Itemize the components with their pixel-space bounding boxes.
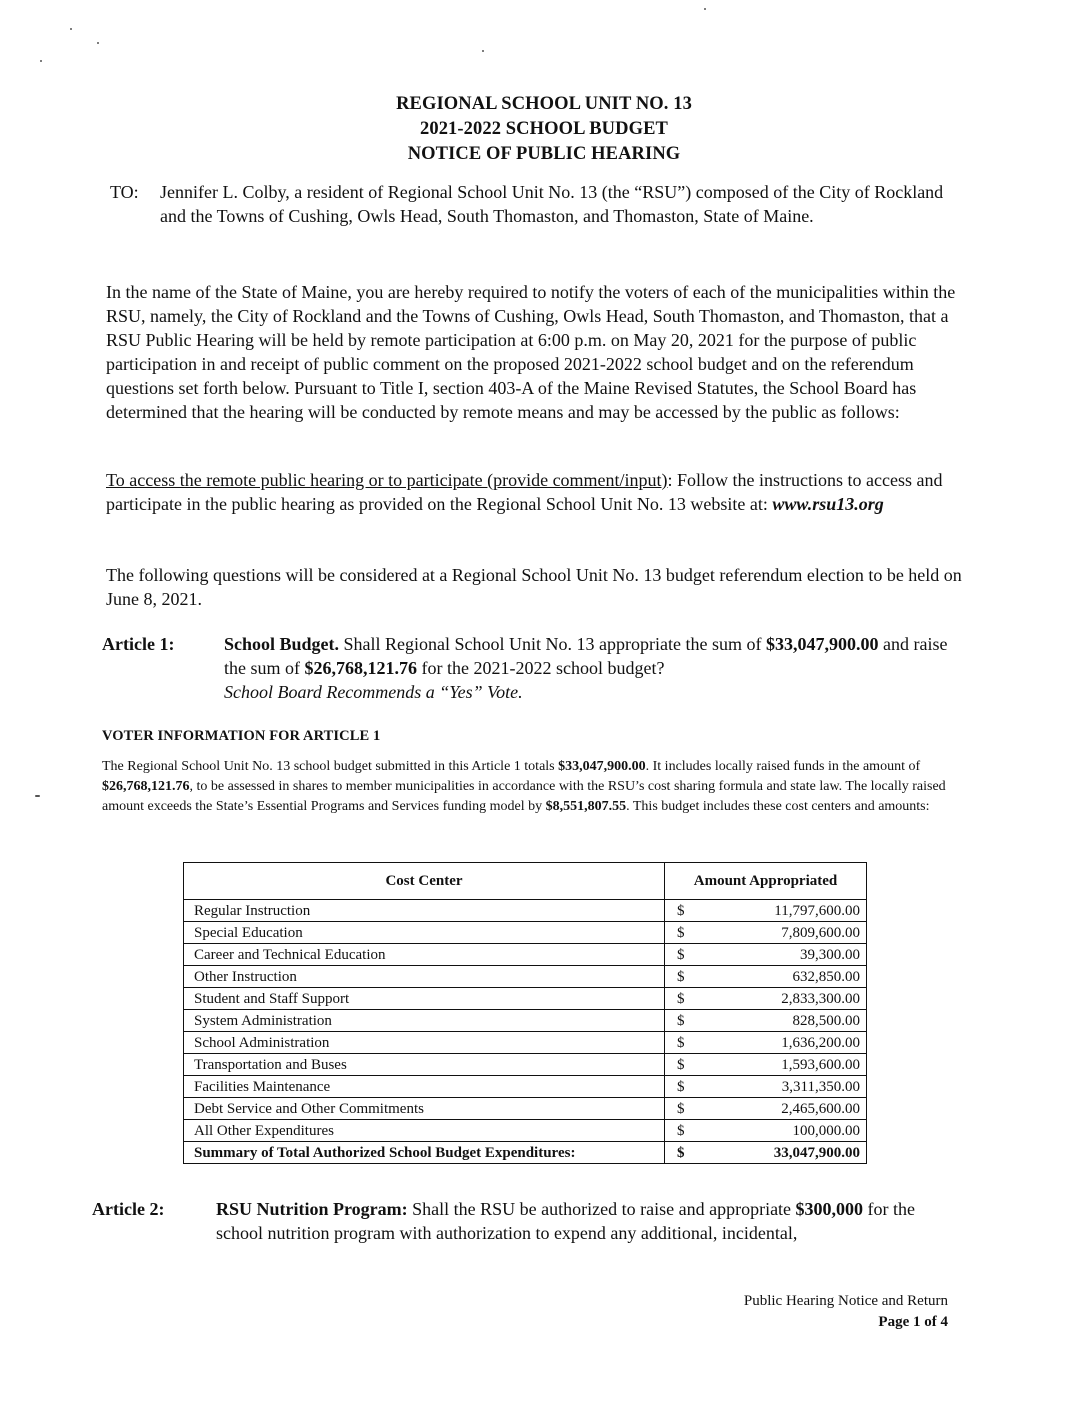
article-2-body <box>216 1197 956 1245</box>
budget-table <box>183 862 867 1164</box>
page-number: Page 1 of 4 <box>878 1314 948 1330</box>
currency-symbol: $ <box>677 946 685 963</box>
article-1-recommendation: School Board Recommends a “Yes” Vote. <box>224 682 523 702</box>
voter-info-excess: $8,551,807.55 <box>545 799 627 814</box>
cost-center-cell: Special Education <box>184 922 665 944</box>
currency-symbol: $ <box>677 1012 685 1029</box>
amount-value: 1,593,600.00 <box>781 1056 860 1073</box>
referendum-paragraph: The following questions will be considered at a Regional School Unit No. 13 budget referendum election to be held on June 8, 2021. <box>106 565 962 609</box>
voter-info-paragraph <box>102 757 972 817</box>
table-row <box>184 900 867 922</box>
currency-symbol: $ <box>677 990 685 1007</box>
cost-center-cell: Summary of Total Authorized School Budget Expenditures: <box>184 1142 665 1164</box>
article-2-amount: $300,000 <box>795 1199 864 1219</box>
voter-info-total: $33,047,900.00 <box>558 759 646 774</box>
currency-symbol: $ <box>677 924 685 941</box>
currency-symbol: $ <box>677 1122 685 1139</box>
access-paragraph <box>106 468 966 516</box>
currency-symbol: $ <box>677 1144 685 1161</box>
amount-value: 100,000.00 <box>792 1122 860 1139</box>
cost-center-cell: Other Instruction <box>184 966 665 988</box>
currency-symbol: $ <box>677 1078 685 1095</box>
cost-center-cell: Debt Service and Other Commitments <box>184 1098 665 1120</box>
article-2-title: RSU Nutrition Program: <box>216 1199 408 1219</box>
table-row <box>184 944 867 966</box>
article-1-text: for the 2021-2022 school budget? <box>417 658 665 678</box>
article-2-label: Article 2: <box>92 1199 165 1219</box>
article-1-raise-amount: $26,768,121.76 <box>304 658 417 678</box>
table-row <box>184 1120 867 1142</box>
voter-info-text: The Regional School Unit No. 13 school budget submitted in this Article 1 totals <box>102 759 559 774</box>
amount-value: 632,850.00 <box>792 968 860 985</box>
amount-value: 3,311,350.00 <box>781 1078 860 1095</box>
currency-symbol: $ <box>677 1034 685 1051</box>
amount-cell <box>665 1032 867 1054</box>
currency-symbol: $ <box>677 902 685 919</box>
title-line-3: NOTICE OF PUBLIC HEARING <box>407 144 681 164</box>
to-label: TO: <box>110 182 139 202</box>
cost-center-cell: Regular Instruction <box>184 900 665 922</box>
table-row <box>184 1032 867 1054</box>
currency-symbol: $ <box>677 1056 685 1073</box>
amount-cell <box>665 922 867 944</box>
amount-cell <box>665 1076 867 1098</box>
cost-center-cell: All Other Expenditures <box>184 1120 665 1142</box>
scan-speck <box>704 8 706 10</box>
cost-center-cell: Student and Staff Support <box>184 988 665 1010</box>
amount-value: 33,047,900.00 <box>773 1144 860 1161</box>
cost-center-cell: Career and Technical Education <box>184 944 665 966</box>
scan-speck <box>482 50 484 52</box>
currency-symbol: $ <box>677 968 685 985</box>
amount-value: 2,833,300.00 <box>781 990 860 1007</box>
amount-value: 2,465,600.00 <box>781 1100 860 1117</box>
amount-value: 1,636,200.00 <box>781 1034 860 1051</box>
table-row <box>184 922 867 944</box>
cost-center-cell: Transportation and Buses <box>184 1054 665 1076</box>
title-line-1: REGIONAL SCHOOL UNIT NO. 13 <box>396 94 692 114</box>
table-body <box>184 900 867 1164</box>
cost-center-cell: System Administration <box>184 1010 665 1032</box>
voter-info-local: $26,768,121.76 <box>102 779 190 794</box>
header-cost-center: Cost Center <box>184 863 665 900</box>
addressee-text: Jennifer L. Colby, a resident of Regional School Unit No. 13 (the “RSU”) composed of the City of Rockland and the Towns of Cushing, Owls Head, South Thomaston, and Thomaston, State of Maine. <box>160 182 944 226</box>
currency-symbol: $ <box>677 1100 685 1117</box>
scan-speck <box>97 42 99 44</box>
table-total-row <box>184 1142 867 1164</box>
intro-paragraph: In the name of the State of Maine, you are hereby required to notify the voters of each of the municipalities within the RSU, namely, the City of Rockland and the Towns of Cushing, Owls Head, South Thomaston, and Thomaston, that a RSU Public Hearing will be held by remote participation at 6:00 p.m. on May 20, 2021 for the purpose of public participation in and receipt of public comment on the proposed 2021-2022 school budget and on the referendum questions set forth below. Pursuant to Title I, section 403-A of the Maine Revised Statutes, the School Board has determined that the hearing will be conducted by remote means and may be accessed by the public as follows: <box>106 282 956 422</box>
amount-cell <box>665 1010 867 1032</box>
header-amount-appropriated: Amount Appropriated <box>665 863 867 900</box>
table-row <box>184 1010 867 1032</box>
amount-cell <box>665 966 867 988</box>
page-footer <box>744 1291 948 1333</box>
cost-center-cell: School Administration <box>184 1032 665 1054</box>
amount-cell <box>665 900 867 922</box>
article-1-text: Shall Regional School Unit No. 13 appropriate the sum of <box>339 634 766 654</box>
article-1-appropriate-amount: $33,047,900.00 <box>765 634 879 654</box>
table-header-row <box>184 863 867 900</box>
article-1-text: and raise the sum of <box>224 634 948 678</box>
addressee-block <box>110 180 970 228</box>
amount-value: 39,300.00 <box>800 946 860 963</box>
access-text: : Follow the instructions to access and participate in the public hearing as provided on the Regional School Unit No. 13 website at: <box>106 470 943 514</box>
cost-center-cell: Facilities Maintenance <box>184 1076 665 1098</box>
article-1-title: School Budget. <box>224 634 340 654</box>
website-link[interactable]: www.rsu13.org <box>772 494 884 514</box>
article-2-text: Shall the RSU be authorized to raise and appropriate <box>407 1199 796 1219</box>
document-title <box>0 92 1088 167</box>
amount-cell <box>665 1098 867 1120</box>
article-1-label: Article 1: <box>102 634 175 654</box>
title-line-2: 2021-2022 SCHOOL BUDGET <box>420 119 668 139</box>
article-2-text: for the school nutrition program with authorization to expend any additional, incidental, <box>216 1199 916 1243</box>
scan-speck <box>35 795 40 797</box>
scan-speck <box>70 28 72 30</box>
article-1-body <box>224 632 964 704</box>
amount-value: 11,797,600.00 <box>774 902 860 919</box>
amount-cell <box>665 1120 867 1142</box>
voter-info-text: . This budget includes these cost centers and amounts: <box>626 799 930 814</box>
table-row <box>184 1098 867 1120</box>
access-heading: To access the remote public hearing or to participate (provide comment/input) <box>106 470 668 490</box>
table-row <box>184 1054 867 1076</box>
amount-value: 828,500.00 <box>792 1012 860 1029</box>
amount-cell <box>665 1054 867 1076</box>
amount-cell <box>665 1142 867 1164</box>
voter-info-text: . It includes locally raised funds in the amount of <box>645 759 921 774</box>
amount-cell <box>665 944 867 966</box>
amount-cell <box>665 988 867 1010</box>
voter-info-heading: VOTER INFORMATION FOR ARTICLE 1 <box>102 728 381 744</box>
table-row <box>184 966 867 988</box>
table-row <box>184 988 867 1010</box>
footer-title: Public Hearing Notice and Return <box>743 1293 948 1309</box>
scan-speck <box>40 60 42 62</box>
amount-value: 7,809,600.00 <box>781 924 860 941</box>
voter-info-text: , to be assessed in shares to member municipalities in accordance with the RSU’s cost sharing formula and state law. The locally raised amount exceeds the State’s Essential Programs and Services funding model by <box>102 779 946 814</box>
table-row <box>184 1076 867 1098</box>
